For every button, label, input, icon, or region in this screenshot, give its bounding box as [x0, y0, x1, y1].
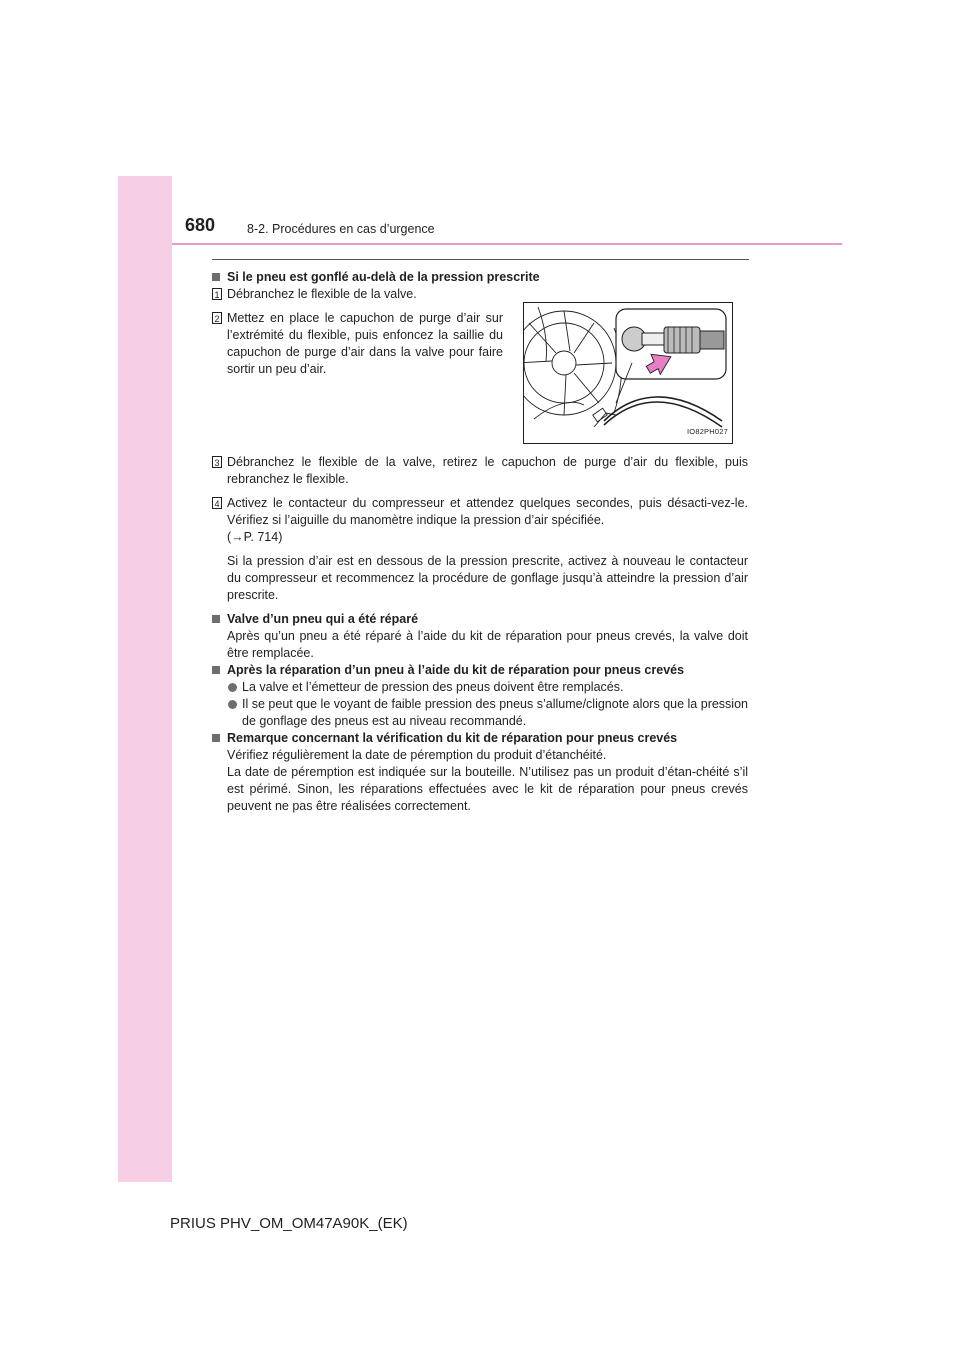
- section-heading-kit-check: Remarque concernant la vérification du kit de réparation pour pneus crevés: [211, 730, 748, 747]
- document-code: PRIUS PHV_OM_OM47A90K_(EK): [170, 1215, 408, 1232]
- page-reference-link[interactable]: (→P. 714): [227, 530, 283, 544]
- square-bullet-icon: [212, 615, 220, 623]
- page-content: [211, 269, 748, 815]
- kit-check-text-1: Vérifiez régulièrement la date de péremption du produit d’étanchéité.: [227, 748, 607, 762]
- step-number-icon: 4: [212, 497, 222, 509]
- step-text: Débranchez le flexible de la valve, retirez le capuchon de purge d’air du flexible, puis rebranchez le flexible.: [227, 455, 748, 486]
- valve-illustration: [523, 302, 733, 444]
- content-rule: [212, 259, 749, 260]
- chapter-side-band: [118, 176, 172, 1182]
- square-bullet-icon: [212, 666, 220, 674]
- figure-code: IO82PH027: [687, 427, 728, 436]
- kit-check-text-2: La date de péremption est indiquée sur la bouteille. N’utilisez pas un produit d’étan-chéité s’il est périmé. Sinon, les réparations effectuées avec le kit de réparation pour pneus crevés peuvent ne pas être réalisées correctement.: [227, 765, 748, 813]
- section-heading-repaired-valve: Valve d’un pneu qui a été réparé: [211, 611, 748, 628]
- page-number: 680: [185, 215, 216, 235]
- step-4: [211, 495, 748, 604]
- step-text: Activez le contacteur du compresseur et attendez quelques secondes, puis désacti-vez-le. Vérifiez si l’aiguille du manomètre indique la pression d’air spécifiée.: [227, 496, 748, 527]
- section-heading-overinflated: Si le pneu est gonflé au-delà de la pression prescrite: [211, 269, 748, 286]
- header-rule: [172, 243, 842, 245]
- repaired-valve-text: Après qu’un pneu a été réparé à l’aide du kit de réparation pour pneus crevés, la valve doit être remplacée.: [227, 629, 748, 660]
- square-bullet-icon: [212, 273, 220, 281]
- step-3: [211, 454, 748, 488]
- step-number-icon: 3: [212, 456, 222, 468]
- step-number-icon: 1: [212, 288, 222, 300]
- step-text: Débranchez le flexible de la valve.: [227, 287, 417, 301]
- round-bullet-icon: [228, 683, 237, 692]
- section-heading-after-repair: Après la réparation d’un pneu à l’aide du kit de réparation pour pneus crevés: [211, 662, 748, 679]
- step-2-row: [211, 310, 748, 444]
- step-note: Si la pression d’air est en dessous de la pression prescrite, activez à nouveau le contacteur du compresseur et recommencez la procédure de gonflage jusqu’à atteindre la pression d’air prescrite.: [227, 554, 748, 602]
- section-title: 8-2. Procédures en cas d’urgence: [247, 222, 435, 236]
- square-bullet-icon: [212, 734, 220, 742]
- step-1: [211, 286, 748, 303]
- wheel-valve-drawing: [524, 303, 730, 441]
- list-item: Il se peut que le voyant de faible pression des pneus s’allume/clignote alors que la pression de gonflage des pneus est au niveau recommandé.: [211, 696, 748, 730]
- step-text: Mettez en place le capuchon de purge d’air sur l’extrémité du flexible, puis enfoncez la saillie du capuchon de purge d’air dans la valve pour faire sortir un peu d’air.: [227, 311, 503, 376]
- step-number-icon: 2: [212, 312, 222, 324]
- round-bullet-icon: [228, 700, 237, 709]
- list-item: La valve et l’émetteur de pression des pneus doivent être remplacés.: [211, 679, 748, 696]
- step-2: [211, 310, 503, 437]
- valve-closeup-inset: [616, 309, 726, 403]
